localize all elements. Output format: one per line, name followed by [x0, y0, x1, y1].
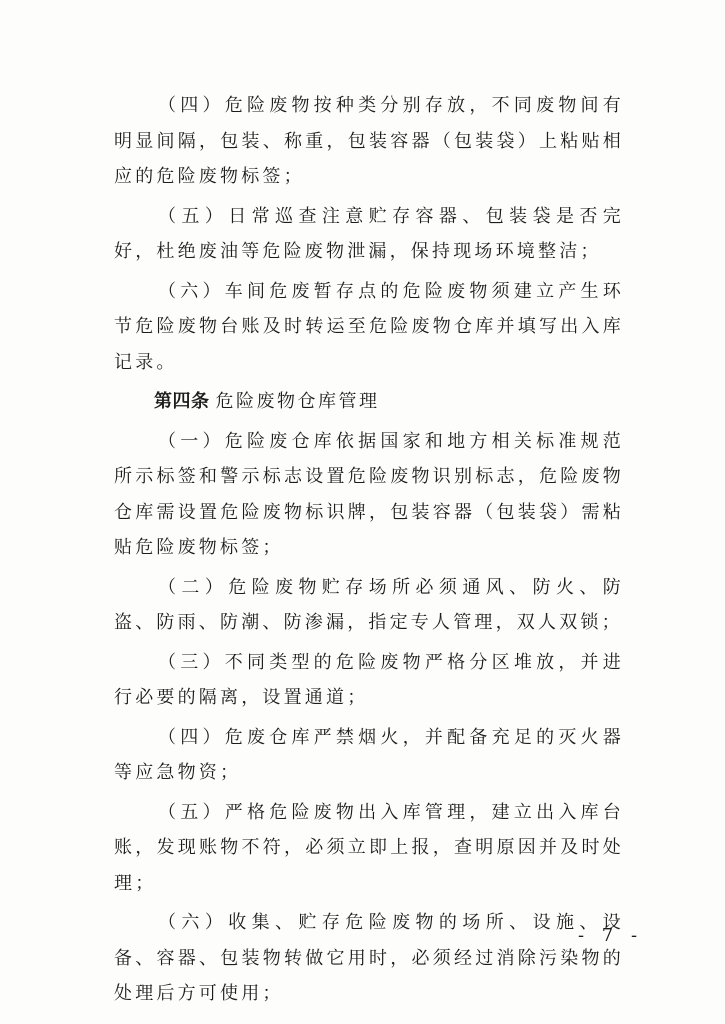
article-heading — [114, 384, 624, 420]
article-number: 第四条 — [154, 391, 210, 412]
page-number: - 7 - — [578, 925, 644, 946]
clause-paragraph: （六）车间危废暂存点的危险废物须建立产生环节危险废物台账及时转运至危险废物仓库并填写出入库记录。 — [114, 280, 624, 373]
clause-paragraph: （四）危险废物按种类分别存放，不同废物间有明显间隔，包装、称重，包装容器（包装袋）上粘贴相应的危险废物标签； — [114, 95, 624, 187]
clause-paragraph: （三）不同类型的危险废物严格分区堆放，并进行必要的隔离，设置通道； — [114, 651, 624, 708]
clause-paragraph: （一）危险废仓库依据国家和地方相关标准规范所示标签和警示标志设置危险废物识别标志，危险废物仓库需设置危险废物标识牌，包装容器（包装袋）需粘贴危险废物标签； — [114, 430, 624, 558]
clause-paragraph: （五）严格危险废物出入库管理，建立出入库台账，发现账物不符，必须立即上报，查明原因并及时处理； — [114, 801, 624, 894]
clause-paragraph: （六）收集、贮存危险废物的场所、设施、设备、容器、包装物转做它用时，必须经过消除污染物的处理后方可使用； — [114, 912, 624, 1004]
document-body — [114, 88, 624, 1016]
clause-paragraph: （四）危废仓库严禁烟火，并配备充足的灭火器等应急物资； — [114, 726, 624, 783]
article-title: 危险废物仓库管理 — [215, 391, 380, 412]
clause-paragraph: （二）危险废物贮存场所必须通风、防火、防盗、防雨、防潮、防渗漏，指定专人管理，双人双锁； — [114, 576, 624, 633]
clause-paragraph: （五）日常巡查注意贮存容器、包装袋是否完好，杜绝废油等危险废物泄漏，保持现场环境整洁； — [114, 205, 624, 262]
